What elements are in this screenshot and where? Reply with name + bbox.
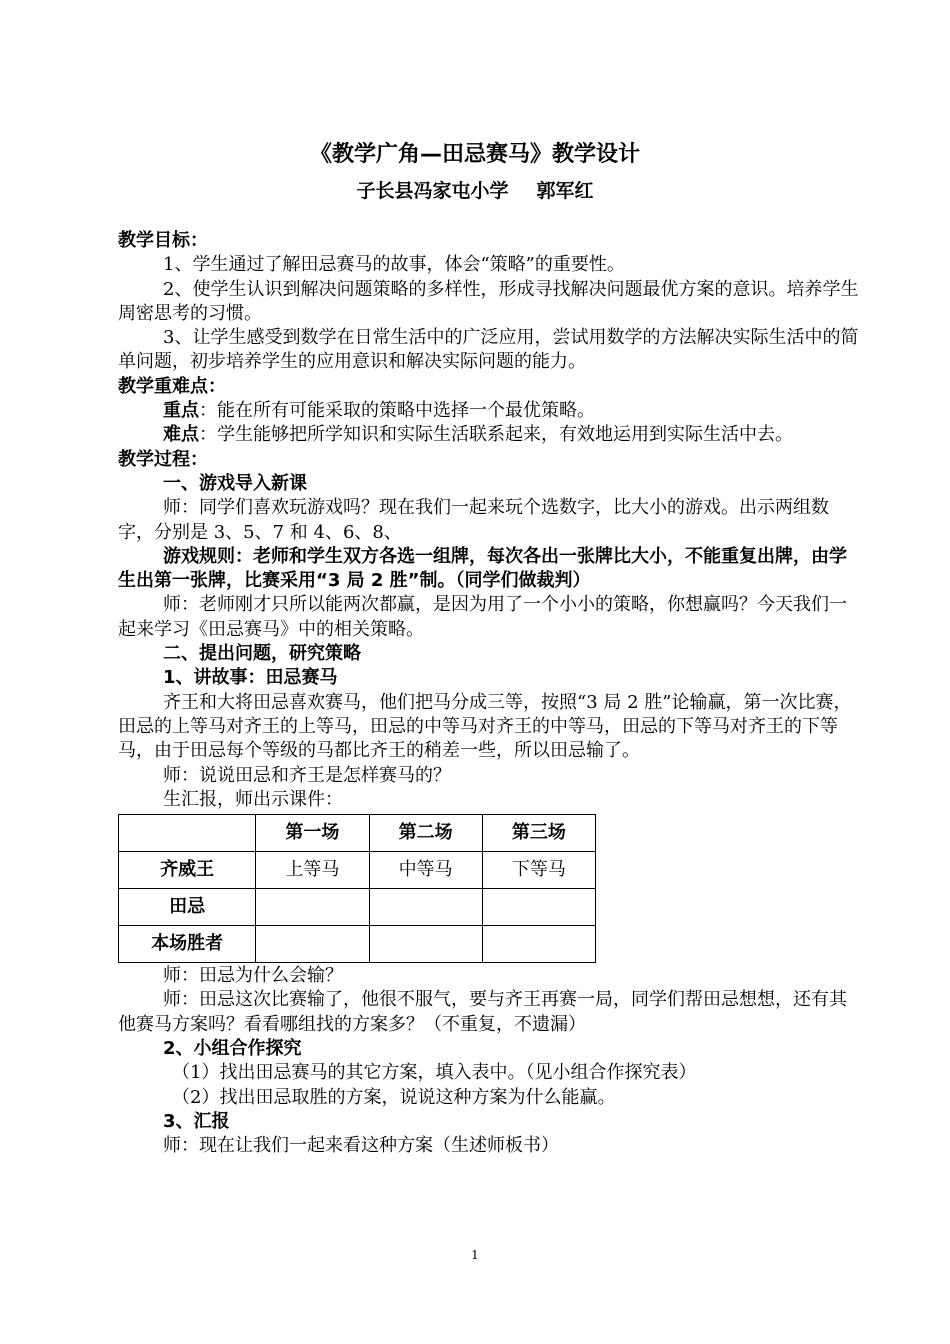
key-point (118, 399, 863, 423)
author-line (0, 178, 950, 204)
story-paragraph: 齐王和大将田忌喜欢赛马，他们把马分成三等，按照“3 局 2 胜”论输赢，第一次比赛，田忌的上等马对齐王的上等马，田忌的中等马对齐王的中等马，田忌的下等马对齐王的下等马，由于田忌每个等级的马都比齐王的稍差一些，所以田忌输了。 (118, 691, 852, 762)
author-school: 子长县冯家屯小学 (356, 180, 509, 202)
table-cell: 上等马 (256, 852, 369, 889)
part-1-heading: 一、游戏导入新课 (163, 472, 307, 494)
paragraph-7: 师：田忌为什么会输？ (163, 965, 343, 987)
table-cell (369, 889, 482, 926)
section-heading-process: 教学过程： (118, 448, 208, 470)
table-row (119, 889, 596, 926)
subheading-report: 3、汇报 (163, 1110, 230, 1132)
goal-3: 3、让学生感受到数学在日常生活中的广泛应用，尝试用数学的方法解决实际生活中的简单问题，初步培养学生的应用意识和解决实际问题的能力。 (118, 327, 859, 373)
paragraph-1: 师：同学们喜欢玩游戏吗？现在我们一起来玩个选数字，比大小的游戏。出示两组数字，分别是 3、5、7 和 4、6、8、 (118, 497, 829, 543)
table-cell (482, 889, 595, 926)
paragraph-8: 师：田忌这次比赛输了，他很不服气，要与齐王再赛一局，同学们帮田忌想想，还有其他赛马方案吗？看看哪组找的方案多？（不重复，不遗漏） (118, 989, 847, 1035)
table-row-header: 田忌 (119, 889, 256, 926)
task-1: （1）找出田忌赛马的其它方案，填入表中。（见小组合作探究表） (172, 1062, 697, 1084)
table-row-header: 本场胜者 (119, 926, 256, 963)
table-header-cell (119, 815, 256, 852)
goal-2: 2、使学生认识到解决问题策略的多样性，形成寻找解决问题最优方案的意识。培养学生周密思考的习惯。 (118, 278, 859, 324)
table-header-cell: 第三场 (482, 815, 595, 852)
goal-1: 1、学生通过了解田忌赛马的故事，体会“策略”的重要性。 (163, 254, 625, 276)
paragraph-11: 师：现在让我们一起来看这种方案（生述师板书） (163, 1135, 559, 1157)
paragraph-5: 师：说说田忌和齐王是怎样赛马的？ (163, 764, 451, 786)
table-row (119, 852, 596, 889)
key-text: ：能在所有可能采取的策略中选择一个最优策略。 (199, 400, 595, 422)
section-heading-goals: 教学目标： (118, 230, 208, 251)
paragraph-6: 生汇报，师出示课件： (163, 788, 343, 810)
table-header-cell: 第一场 (256, 815, 369, 852)
table-header-row (119, 815, 596, 852)
game-rules: 游戏规则：老师和学生双方各选一组牌，每次各出一张牌比大小，不能重复出牌，由学生出第一张牌，比赛采用“3 局 2 胜”制。（同学们做裁判） (118, 545, 847, 592)
difficult-label: 难点 (163, 424, 199, 446)
race-table (118, 814, 596, 963)
table-cell (369, 926, 482, 963)
difficult-point (118, 423, 863, 447)
table-row (119, 926, 596, 963)
document-body (118, 229, 863, 1159)
difficult-text: ：学生能够把所学知识和实际生活联系起来，有效地运用到实际生活中去。 (199, 424, 793, 446)
table-cell: 中等马 (369, 852, 482, 889)
table-cell (482, 926, 595, 963)
task-2: （2）找出田忌取胜的方案，说说这种方案为什么能赢。 (172, 1086, 616, 1108)
page-number: 1 (471, 1248, 479, 1262)
table-cell (256, 889, 369, 926)
table-header-cell: 第二场 (369, 815, 482, 852)
section-heading-key-points: 教学重难点： (118, 375, 226, 397)
table-row-header: 齐威王 (119, 852, 256, 889)
key-label: 重点 (163, 400, 199, 422)
document-title: 《教学广角—田忌赛马》教学设计 (309, 142, 640, 167)
author-name: 郭军红 (536, 180, 594, 202)
subheading-story: 1、讲故事：田忌赛马 (163, 667, 338, 689)
subheading-group-work: 2、小组合作探究 (163, 1038, 302, 1060)
table-cell (256, 926, 369, 963)
table-cell: 下等马 (482, 852, 595, 889)
paragraph-3: 师：老师刚才只所以能两次都赢，是因为用了一个小小的策略，你想赢吗？今天我们一起来学习《田忌赛马》中的相关策略。 (118, 594, 847, 640)
part-2-heading: 二、提出问题，研究策略 (163, 643, 361, 665)
